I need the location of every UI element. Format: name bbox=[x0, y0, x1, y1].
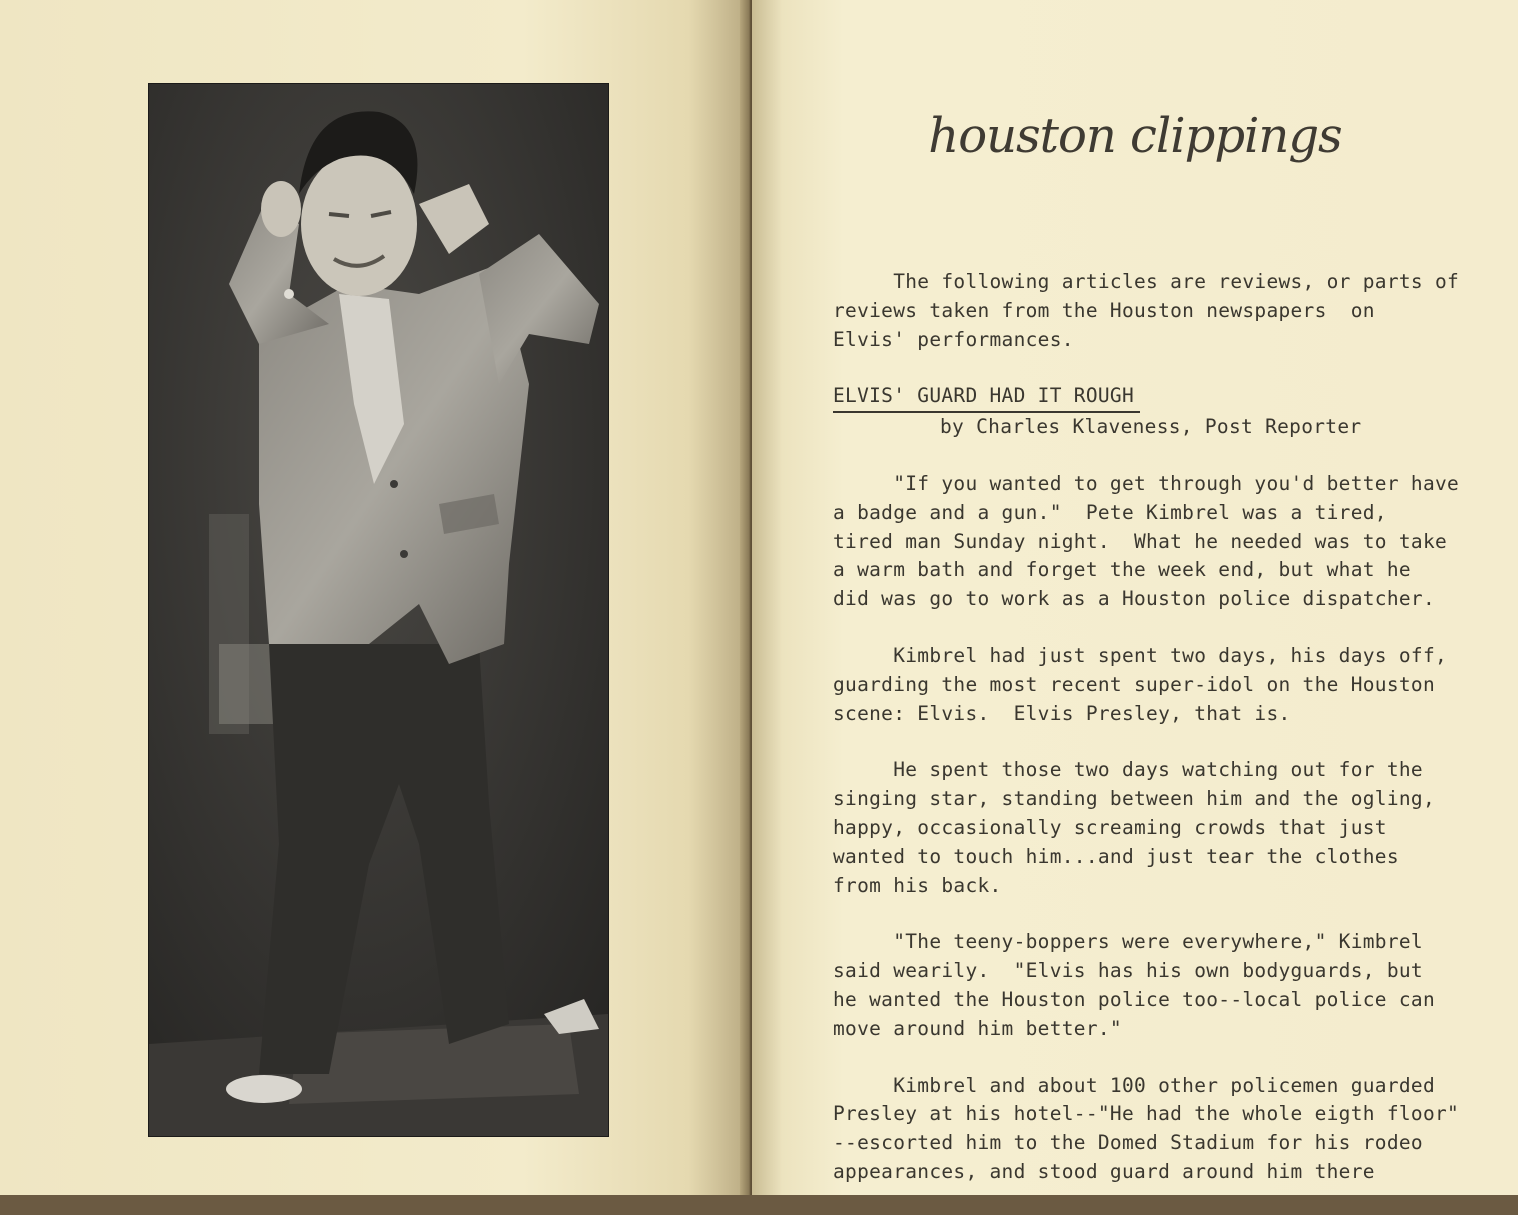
text-line: Elvis' performances. bbox=[833, 327, 1074, 351]
article-paragraph bbox=[833, 470, 1503, 614]
text-line: The following articles are reviews, or parts of bbox=[833, 270, 1460, 293]
text-line: "The teeny-boppers were everywhere," Kimbrel bbox=[833, 930, 1423, 954]
text-line: move around him better." bbox=[833, 1016, 1122, 1040]
elvis-presley-photo bbox=[149, 84, 608, 1136]
photo-illustration bbox=[149, 84, 608, 1136]
body-text bbox=[833, 268, 1503, 1215]
text-line: guarding the most recent super-idol on the Houston bbox=[833, 672, 1435, 696]
article-paragraph bbox=[833, 642, 1503, 728]
text-line: wanted to touch him...and just tear the clothes bbox=[833, 844, 1399, 868]
right-page bbox=[752, 0, 1518, 1195]
article-paragraph bbox=[833, 1072, 1503, 1187]
text-line: --escorted him to the Domed Stadium for his rodeo bbox=[833, 1131, 1423, 1155]
article-byline: by Charles Klaveness, Post Reporter bbox=[940, 415, 1362, 439]
article-header bbox=[833, 382, 1503, 442]
text-line: singing star, standing between him and the ogling, bbox=[833, 787, 1435, 811]
text-line: Kimbrel and about 100 other policemen guarded bbox=[833, 1073, 1435, 1097]
text-line: a badge and a gun." Pete Kimbrel was a tired, bbox=[833, 500, 1387, 524]
text-line: appearances, and stood guard around him there bbox=[833, 1159, 1375, 1183]
left-page bbox=[0, 0, 748, 1195]
article-paragraph bbox=[833, 928, 1503, 1043]
article-title: ELVIS' GUARD HAD IT ROUGH bbox=[833, 382, 1140, 413]
text-line: a warm bath and forget the week end, but what he bbox=[833, 558, 1411, 582]
text-line: "If you wanted to get through you'd better have bbox=[833, 471, 1460, 495]
text-line: reviews taken from the Houston newspapers on bbox=[833, 298, 1375, 322]
page-heading: houston clippings bbox=[928, 108, 1342, 164]
text-line: from his back. bbox=[833, 873, 1002, 897]
text-line: did was go to work as a Houston police dispatcher. bbox=[833, 587, 1435, 611]
article-paragraph bbox=[833, 756, 1503, 900]
text-line: scene: Elvis. Elvis Presley, that is. bbox=[833, 701, 1291, 725]
intro-paragraph bbox=[833, 268, 1503, 354]
text-line: Kimbrel had just spent two days, his days off, bbox=[833, 643, 1448, 667]
text-line: he wanted the Houston police too--local police can bbox=[833, 987, 1435, 1011]
text-line: Presley at his hotel--"He had the whole eigth floor" bbox=[833, 1102, 1460, 1126]
text-line: tired man Sunday night. What he needed was to take bbox=[833, 529, 1448, 553]
text-line: happy, occasionally screaming crowds that just bbox=[833, 815, 1387, 839]
text-line: He spent those two days watching out for the bbox=[833, 758, 1423, 782]
text-line: said wearily. "Elvis has his own bodyguards, but bbox=[833, 959, 1423, 983]
